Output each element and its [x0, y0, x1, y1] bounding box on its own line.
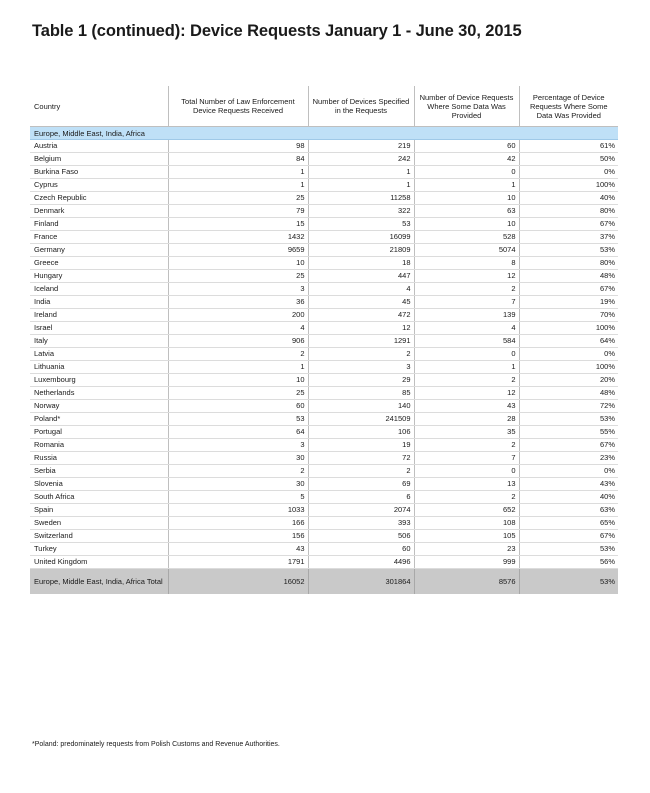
- cell-requests: 906: [168, 335, 308, 348]
- total-requests: 16052: [168, 569, 308, 595]
- cell-provided: 23: [414, 543, 519, 556]
- cell-percentage: 48%: [519, 270, 618, 283]
- cell-provided: 584: [414, 335, 519, 348]
- table-row: [30, 348, 618, 361]
- cell-devices: 2: [308, 465, 414, 478]
- cell-provided: 7: [414, 452, 519, 465]
- table-row: [30, 530, 618, 543]
- cell-country: Serbia: [30, 465, 168, 478]
- table-row: [30, 335, 618, 348]
- table-row: [30, 556, 618, 569]
- cell-provided: 28: [414, 413, 519, 426]
- cell-country: India: [30, 296, 168, 309]
- cell-devices: 219: [308, 140, 414, 153]
- table-row: [30, 465, 618, 478]
- cell-requests: 2: [168, 348, 308, 361]
- cell-provided: 528: [414, 231, 519, 244]
- cell-provided: 2: [414, 439, 519, 452]
- table-row: [30, 244, 618, 257]
- cell-country: Belgium: [30, 153, 168, 166]
- cell-devices: 2: [308, 348, 414, 361]
- cell-devices: 11258: [308, 192, 414, 205]
- cell-requests: 79: [168, 205, 308, 218]
- cell-requests: 84: [168, 153, 308, 166]
- cell-devices: 16099: [308, 231, 414, 244]
- cell-country: Hungary: [30, 270, 168, 283]
- cell-requests: 1: [168, 179, 308, 192]
- cell-provided: 0: [414, 348, 519, 361]
- cell-country: Austria: [30, 140, 168, 153]
- cell-devices: 322: [308, 205, 414, 218]
- cell-percentage: 20%: [519, 374, 618, 387]
- cell-percentage: 0%: [519, 348, 618, 361]
- table-row: [30, 192, 618, 205]
- cell-requests: 3: [168, 283, 308, 296]
- cell-country: Denmark: [30, 205, 168, 218]
- cell-devices: 4496: [308, 556, 414, 569]
- cell-percentage: 53%: [519, 543, 618, 556]
- cell-devices: 18: [308, 257, 414, 270]
- cell-requests: 2: [168, 465, 308, 478]
- cell-country: Germany: [30, 244, 168, 257]
- cell-percentage: 70%: [519, 309, 618, 322]
- cell-country: Spain: [30, 504, 168, 517]
- cell-percentage: 100%: [519, 361, 618, 374]
- cell-percentage: 40%: [519, 491, 618, 504]
- cell-devices: 447: [308, 270, 414, 283]
- cell-country: Portugal: [30, 426, 168, 439]
- table-row: [30, 491, 618, 504]
- cell-percentage: 65%: [519, 517, 618, 530]
- cell-requests: 1791: [168, 556, 308, 569]
- header-devices-specified: Number of Devices Specified in the Requests: [308, 86, 414, 127]
- table-row: [30, 231, 618, 244]
- cell-devices: 1: [308, 179, 414, 192]
- cell-provided: 2: [414, 283, 519, 296]
- cell-provided: 2: [414, 374, 519, 387]
- cell-devices: 140: [308, 400, 414, 413]
- cell-percentage: 55%: [519, 426, 618, 439]
- cell-devices: 12: [308, 322, 414, 335]
- cell-provided: 12: [414, 387, 519, 400]
- cell-percentage: 63%: [519, 504, 618, 517]
- cell-requests: 5: [168, 491, 308, 504]
- cell-devices: 21809: [308, 244, 414, 257]
- table-row: [30, 257, 618, 270]
- cell-country: Slovenia: [30, 478, 168, 491]
- cell-devices: 3: [308, 361, 414, 374]
- cell-percentage: 100%: [519, 179, 618, 192]
- region-row: [30, 127, 618, 140]
- cell-requests: 200: [168, 309, 308, 322]
- cell-requests: 10: [168, 374, 308, 387]
- cell-provided: 108: [414, 517, 519, 530]
- cell-requests: 36: [168, 296, 308, 309]
- cell-provided: 4: [414, 322, 519, 335]
- table-row: [30, 374, 618, 387]
- cell-country: Romania: [30, 439, 168, 452]
- cell-country: Poland*: [30, 413, 168, 426]
- cell-percentage: 61%: [519, 140, 618, 153]
- cell-devices: 2074: [308, 504, 414, 517]
- cell-requests: 156: [168, 530, 308, 543]
- cell-provided: 7: [414, 296, 519, 309]
- cell-provided: 1: [414, 179, 519, 192]
- table-row: [30, 504, 618, 517]
- cell-provided: 10: [414, 218, 519, 231]
- cell-percentage: 56%: [519, 556, 618, 569]
- cell-percentage: 0%: [519, 166, 618, 179]
- footnote: *Poland: predominately requests from Polish Customs and Revenue Authorities.: [32, 741, 280, 748]
- cell-percentage: 53%: [519, 244, 618, 257]
- cell-provided: 5074: [414, 244, 519, 257]
- cell-percentage: 23%: [519, 452, 618, 465]
- cell-devices: 241509: [308, 413, 414, 426]
- cell-percentage: 72%: [519, 400, 618, 413]
- cell-country: Italy: [30, 335, 168, 348]
- table-row: [30, 400, 618, 413]
- cell-percentage: 64%: [519, 335, 618, 348]
- cell-country: Iceland: [30, 283, 168, 296]
- cell-country: Norway: [30, 400, 168, 413]
- cell-requests: 1: [168, 166, 308, 179]
- table-row: [30, 387, 618, 400]
- cell-devices: 242: [308, 153, 414, 166]
- cell-requests: 43: [168, 543, 308, 556]
- cell-devices: 506: [308, 530, 414, 543]
- cell-devices: 393: [308, 517, 414, 530]
- header-data-provided: Number of Device Requests Where Some Data Was Provided: [414, 86, 519, 127]
- device-requests-table: [30, 86, 618, 594]
- cell-devices: 72: [308, 452, 414, 465]
- cell-requests: 9659: [168, 244, 308, 257]
- cell-provided: 35: [414, 426, 519, 439]
- cell-requests: 30: [168, 478, 308, 491]
- cell-requests: 53: [168, 413, 308, 426]
- cell-requests: 166: [168, 517, 308, 530]
- table-row: [30, 205, 618, 218]
- cell-provided: 43: [414, 400, 519, 413]
- cell-requests: 25: [168, 387, 308, 400]
- cell-devices: 1291: [308, 335, 414, 348]
- cell-requests: 60: [168, 400, 308, 413]
- table-row: [30, 439, 618, 452]
- header-percentage: Percentage of Device Requests Where Some Data Was Provided: [519, 86, 618, 127]
- cell-country: Luxembourg: [30, 374, 168, 387]
- cell-devices: 472: [308, 309, 414, 322]
- cell-requests: 1432: [168, 231, 308, 244]
- total-devices: 301864: [308, 569, 414, 595]
- cell-devices: 1: [308, 166, 414, 179]
- table-row: [30, 218, 618, 231]
- cell-requests: 15: [168, 218, 308, 231]
- cell-percentage: 67%: [519, 439, 618, 452]
- cell-devices: 85: [308, 387, 414, 400]
- cell-devices: 29: [308, 374, 414, 387]
- cell-requests: 64: [168, 426, 308, 439]
- cell-devices: 60: [308, 543, 414, 556]
- cell-percentage: 40%: [519, 192, 618, 205]
- table-row: [30, 153, 618, 166]
- cell-country: Latvia: [30, 348, 168, 361]
- cell-percentage: 48%: [519, 387, 618, 400]
- header-country: Country: [30, 86, 168, 127]
- cell-percentage: 50%: [519, 153, 618, 166]
- table-row: [30, 270, 618, 283]
- cell-provided: 63: [414, 205, 519, 218]
- cell-country: Greece: [30, 257, 168, 270]
- table-row: [30, 322, 618, 335]
- total-label: Europe, Middle East, India, Africa Total: [30, 569, 168, 595]
- cell-country: Netherlands: [30, 387, 168, 400]
- cell-devices: 6: [308, 491, 414, 504]
- cell-provided: 10: [414, 192, 519, 205]
- cell-country: Israel: [30, 322, 168, 335]
- cell-devices: 4: [308, 283, 414, 296]
- cell-devices: 69: [308, 478, 414, 491]
- cell-percentage: 80%: [519, 257, 618, 270]
- table-row: [30, 452, 618, 465]
- cell-country: France: [30, 231, 168, 244]
- region-label: Europe, Middle East, India, Africa: [30, 127, 618, 140]
- page-title: Table 1 (continued): Device Requests January 1 - June 30, 2015: [32, 22, 522, 40]
- table-row: [30, 296, 618, 309]
- cell-provided: 42: [414, 153, 519, 166]
- cell-country: Czech Republic: [30, 192, 168, 205]
- cell-country: Ireland: [30, 309, 168, 322]
- cell-country: Sweden: [30, 517, 168, 530]
- cell-provided: 652: [414, 504, 519, 517]
- table-row: [30, 543, 618, 556]
- header-total-requests: Total Number of Law Enforcement Device Requests Received: [168, 86, 308, 127]
- cell-country: Lithuania: [30, 361, 168, 374]
- cell-percentage: 67%: [519, 218, 618, 231]
- cell-percentage: 53%: [519, 413, 618, 426]
- cell-provided: 139: [414, 309, 519, 322]
- cell-provided: 0: [414, 465, 519, 478]
- cell-country: Turkey: [30, 543, 168, 556]
- cell-provided: 8: [414, 257, 519, 270]
- cell-country: United Kingdom: [30, 556, 168, 569]
- cell-requests: 25: [168, 192, 308, 205]
- cell-requests: 1033: [168, 504, 308, 517]
- table-row: [30, 166, 618, 179]
- table-row: [30, 413, 618, 426]
- cell-percentage: 67%: [519, 283, 618, 296]
- cell-provided: 2: [414, 491, 519, 504]
- table-row: [30, 309, 618, 322]
- cell-country: South Africa: [30, 491, 168, 504]
- total-row: [30, 569, 618, 595]
- table-row: [30, 140, 618, 153]
- cell-devices: 53: [308, 218, 414, 231]
- cell-percentage: 100%: [519, 322, 618, 335]
- cell-devices: 45: [308, 296, 414, 309]
- cell-country: Russia: [30, 452, 168, 465]
- cell-provided: 1: [414, 361, 519, 374]
- cell-provided: 13: [414, 478, 519, 491]
- cell-requests: 3: [168, 439, 308, 452]
- table-row: [30, 478, 618, 491]
- cell-percentage: 67%: [519, 530, 618, 543]
- cell-percentage: 80%: [519, 205, 618, 218]
- table-row: [30, 361, 618, 374]
- cell-provided: 60: [414, 140, 519, 153]
- cell-devices: 19: [308, 439, 414, 452]
- cell-requests: 1: [168, 361, 308, 374]
- cell-country: Switzerland: [30, 530, 168, 543]
- table-row: [30, 517, 618, 530]
- total-provided: 8576: [414, 569, 519, 595]
- cell-percentage: 0%: [519, 465, 618, 478]
- cell-percentage: 37%: [519, 231, 618, 244]
- cell-requests: 98: [168, 140, 308, 153]
- cell-country: Finland: [30, 218, 168, 231]
- cell-requests: 10: [168, 257, 308, 270]
- cell-percentage: 43%: [519, 478, 618, 491]
- cell-requests: 4: [168, 322, 308, 335]
- table-row: [30, 283, 618, 296]
- total-percentage: 53%: [519, 569, 618, 595]
- cell-provided: 105: [414, 530, 519, 543]
- table-row: [30, 179, 618, 192]
- cell-provided: 999: [414, 556, 519, 569]
- cell-percentage: 19%: [519, 296, 618, 309]
- cell-country: Burkina Faso: [30, 166, 168, 179]
- cell-requests: 30: [168, 452, 308, 465]
- cell-devices: 106: [308, 426, 414, 439]
- table-header-row: [30, 86, 618, 127]
- cell-requests: 25: [168, 270, 308, 283]
- cell-provided: 0: [414, 166, 519, 179]
- cell-provided: 12: [414, 270, 519, 283]
- table-row: [30, 426, 618, 439]
- cell-country: Cyprus: [30, 179, 168, 192]
